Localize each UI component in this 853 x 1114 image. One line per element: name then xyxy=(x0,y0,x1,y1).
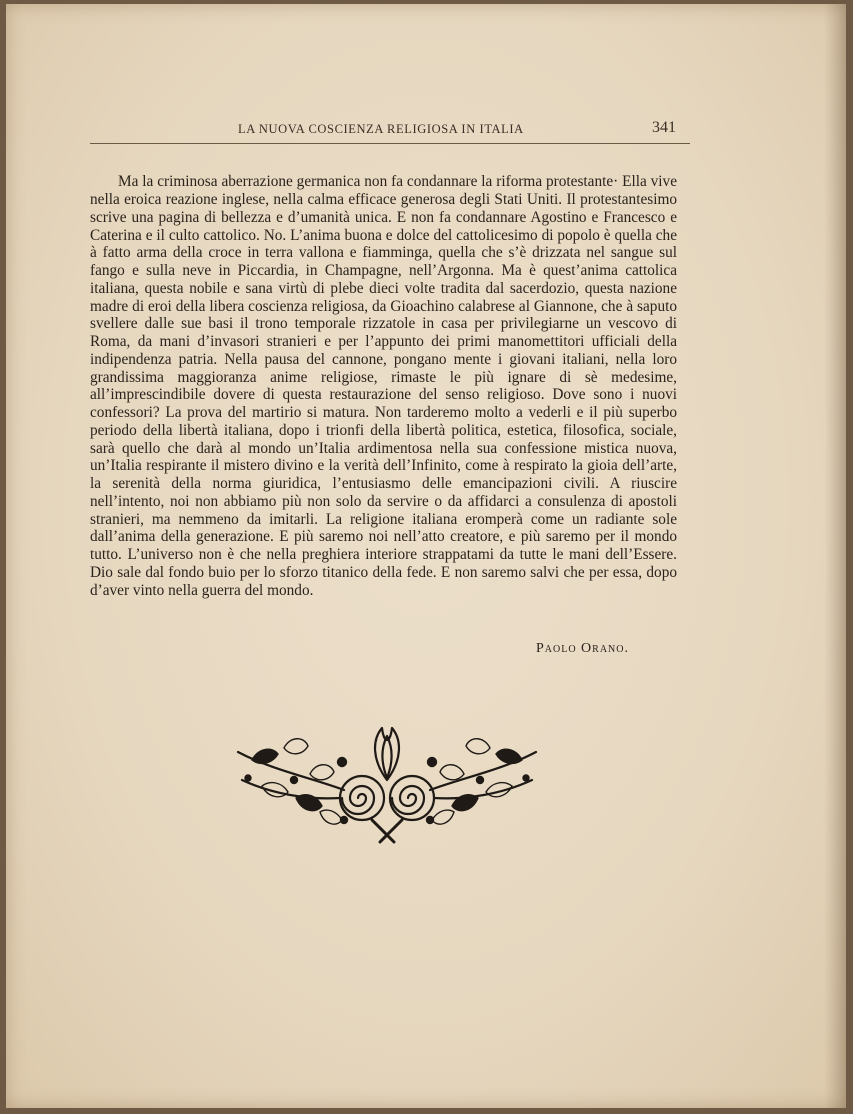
running-title: LA NUOVA COSCIENZA RELIGIOSA IN ITALIA xyxy=(238,122,524,136)
page-spine-shadow xyxy=(824,4,846,1108)
page-number: 341 xyxy=(652,119,676,136)
author-signature: Paolo Orano. xyxy=(536,641,630,656)
article-body: Ma la criminosa aberrazione germanica non fa condannare la riforma protestante· Ella vive nella eroica reazione inglese, nella calma efficace generosa degli Stati Uniti. Il protestantesimo scrive una pagina di bellezza e d’umanità unica. E non fa condannare Agostino e Francesco e Caterina e il culto cattolico. No. L’anima buona e dolce del cattolicesimo di popolo è quella che à fatto arma della croce in terra vallona e fiamminga, quella che s’è drizzata nel sangue sul fango e sulla neve in Piccardia, in Champagne, nell’Argonna. Ma è quest’anima cattolica italiana, questa nobile e sana virtù di plebe dieci volte tradita dal sacerdozio, questa nazione madre di eroi della libera coscienza religiosa, da Gioachino calabrese al Giannone, che à saputo svellere dalle sue basi il trono temporale rizzatole in casa per privilegiarne un vescovo di Roma, da mani d’invasori stranieri e per l’appunto dei primi manomettitori ufficiali della indipendenza patria. Nella pausa del cannone, pongano mente i giovani italiani, nella loro grandissima maggioranza anime religiose, rimaste le più ignare di sè medesime, all’imprescindibile dovere di questa restaurazione del senso religioso. Dove sono i nuovi confessori? La prova del martirio si matura. Non tarderemo molto a vederli e il più superbo periodo della libertà italiana, dopo i trionfi della libertà politica, estetica, filosofica, sociale, sarà quello che darà al mondo un’Italia ardimentosa nella sua confessione mistica nuova, un’Italia respirante il mistero divino e la verità dell’Infinito, come à respirato la gioia dell’arte, la serenità della norma giuridica, l’entusiasmo delle emancipazioni civili. A riuscire nell’intento, noi non abbiamo più non solo da servire o da affidarci a consulenza di apostoli stranieri, ma nemmeno da imitarli. La religione italiana eromperà come un radiante sole dall’anima della generazione. E più saremo noi nell’atto creatore, e più saremo per il mondo tutto. L’universo non è che nella preghiera interiore strappatami da tutte le mani dell’Essere. Dio sale dal fondo buio per lo sforzo titanico della fede. E non saremo salvi che per essa, dopo d’aver vinto nella guerra del mondo. xyxy=(90,173,677,599)
book-page xyxy=(6,4,846,1108)
header-rule xyxy=(90,143,690,144)
page-header xyxy=(90,112,690,142)
floral-vignette-icon xyxy=(232,720,542,850)
